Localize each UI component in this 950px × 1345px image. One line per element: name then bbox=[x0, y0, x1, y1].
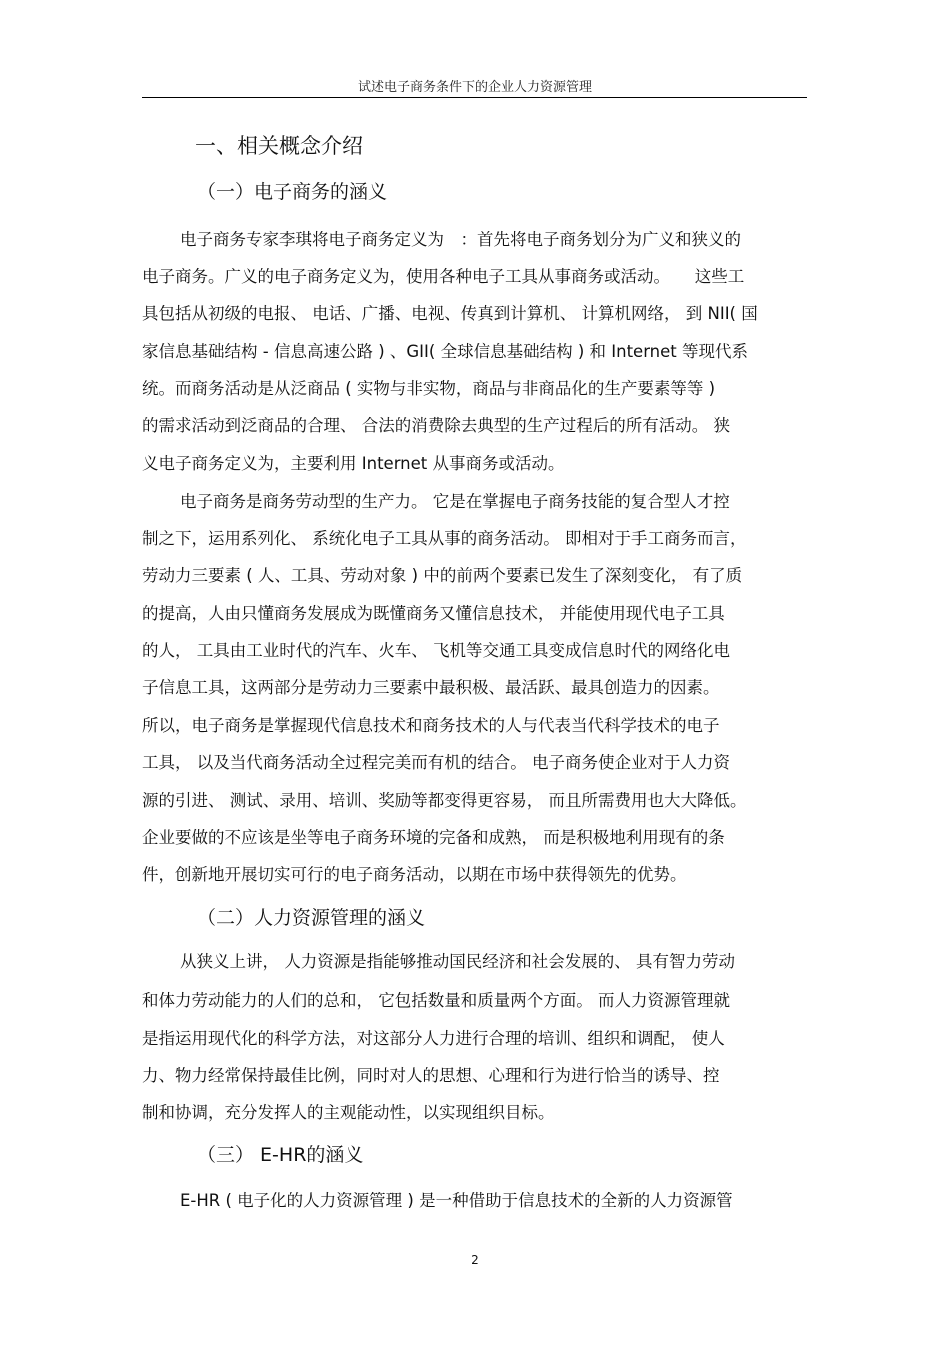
paragraph-line: 义电子商务定义为，主要利用 Internet 从事商务或活动。 bbox=[142, 454, 565, 473]
paragraph-line: 企业要做的不应该是坐等电子商务环境的完备和成熟， 而是积极地利用现有的条 bbox=[142, 828, 725, 847]
paragraph-line: 从狭义上讲， 人力资源是指能够推动国民经济和社会发展的、 具有智力劳动 bbox=[180, 952, 735, 971]
paragraph-line: 的需求活动到泛商品的合理、 合法的消费除去典型的生产过程后的所有活动。 狭 bbox=[142, 416, 730, 435]
paragraph-line: 具包括从初级的电报、 电话、广播、电视、传真到计算机、 计算机网络， 到 NII( 国 bbox=[142, 304, 758, 323]
header-divider bbox=[142, 97, 807, 98]
running-header: 试述电子商务条件下的企业人力资源管理 bbox=[357, 80, 592, 95]
paragraph-line: 和体力劳动能力的人们的总和， 它包括数量和质量两个方面。 而人力资源管理就 bbox=[142, 991, 730, 1010]
paragraph-line: 件，创新地开展切实可行的电子商务活动，以期在市场中获得领先的优势。 bbox=[142, 865, 687, 884]
subsection-heading-2: （二）人力资源管理的涵义 bbox=[197, 907, 426, 929]
paragraph-line: 的人， 工具由工业时代的汽车、火车、 飞机等交通工具变成信息时代的网络化电 bbox=[142, 641, 730, 660]
subsection-heading-1: （一）电子商务的涵义 bbox=[197, 181, 388, 203]
paragraph-line: 是指运用现代化的科学方法，对这部分人力进行合理的培训、组织和调配， 使人 bbox=[142, 1029, 725, 1048]
paragraph-line: 家信息基础结构 - 信息高速公路 ) 、GII( 全球信息基础结构 ) 和 Internet 等现代系 bbox=[142, 342, 749, 361]
paragraph-line: 劳动力三要素 ( 人、工具、劳动对象 ) 中的前两个要素已发生了深刻变化， 有了质 bbox=[142, 566, 743, 585]
paragraph-line: 制和协调，充分发挥人的主观能动性，以实现组织目标。 bbox=[142, 1103, 555, 1122]
page-number: 2 bbox=[471, 1253, 479, 1267]
section-heading: 一、相关概念介绍 bbox=[195, 134, 363, 158]
paragraph-line: 制之下，运用系列化、 系统化电子工具从事的商务活动。 即相对于手工商务而言， bbox=[142, 529, 747, 548]
paragraph-line: 力、物力经常保持最佳比例，同时对人的思想、心理和行为进行恰当的诱导、控 bbox=[142, 1066, 720, 1085]
paragraph-line: 所以，电子商务是掌握现代信息技术和商务技术的人与代表当代科学技术的电子 bbox=[142, 716, 720, 735]
paragraph-line: 的提高，人由只懂商务发展成为既懂商务又懂信息技术， 并能使用现代电子工具 bbox=[142, 604, 725, 623]
paragraph-line: 工具， 以及当代商务活动全过程完美而有机的结合。 电子商务使企业对于人力资 bbox=[142, 753, 730, 772]
subsection-heading-3: （三） E-HR的涵义 bbox=[197, 1144, 364, 1166]
paragraph-line: 子信息工具，这两部分是劳动力三要素中最积极、最活跃、最具创造力的因素。 bbox=[142, 678, 720, 697]
paragraph-line: 统。而商务活动是从泛商品 ( 实物与非实物，商品与非商品化的生产要素等等 ) bbox=[142, 379, 716, 398]
paragraph-line: 源的引进、 测试、录用、培训、奖励等都变得更容易， 而且所需费用也大大降低。 bbox=[142, 791, 747, 810]
paragraph-line: 电子商务。广义的电子商务定义为，使用各种电子工具从事商务或活动。 这些工 bbox=[142, 267, 745, 286]
paragraph-line: 电子商务是商务劳动型的生产力。 它是在掌握电子商务技能的复合型人才控 bbox=[180, 492, 730, 511]
paragraph-line: 电子商务专家李琪将电子商务定义为 ：首先将电子商务划分为广义和狭义的 bbox=[180, 230, 741, 249]
paragraph-line: E-HR ( 电子化的人力资源管理 ) 是一种借助于信息技术的全新的人力资源管 bbox=[180, 1191, 733, 1210]
